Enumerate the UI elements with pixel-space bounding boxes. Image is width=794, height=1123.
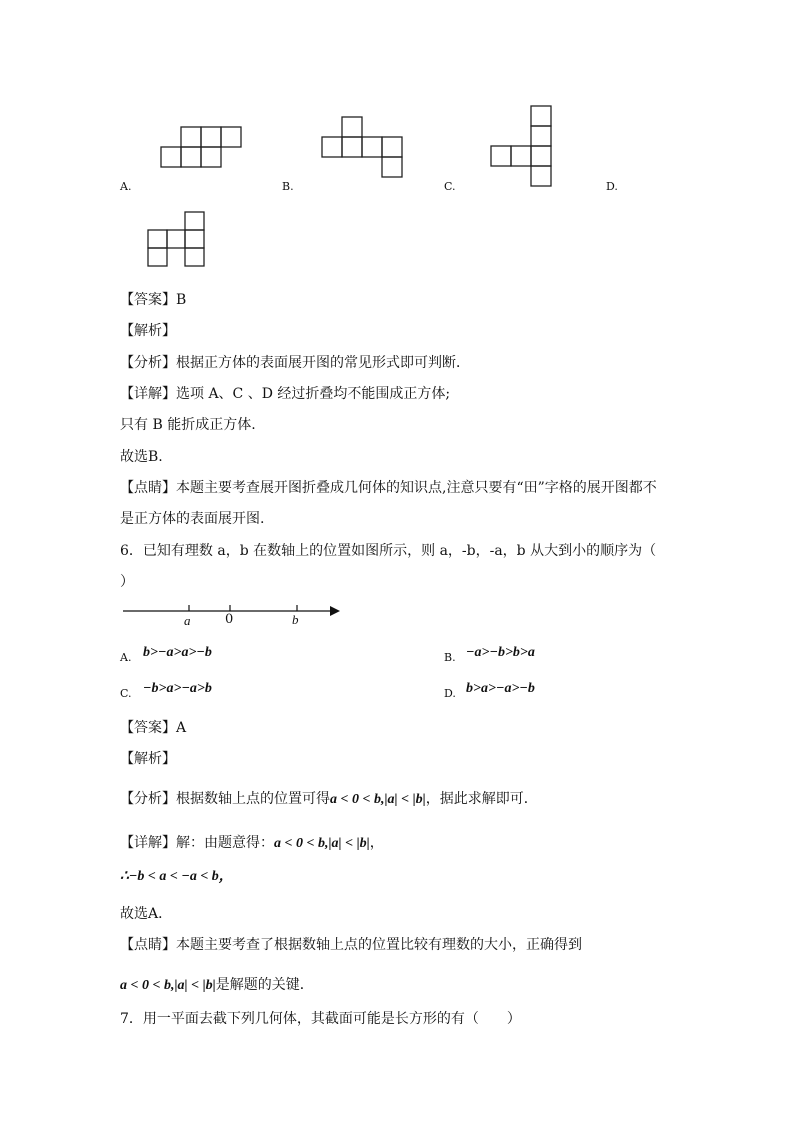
q6-fenxi: [120, 790, 538, 809]
q5-analysis-heading: 【解析】: [120, 323, 176, 339]
q6-option-a: b>−a>a>−b: [143, 645, 212, 660]
axis-label-zero: 0: [225, 612, 234, 627]
q6-stem-line-1: 6．已知有理数 a，b 在数轴上的位置如图所示，则 a，-b，-a，b 从大到小的顺序为（: [120, 543, 657, 559]
q6-xiangjie-prefix: 【详解】解：由题意得：: [120, 835, 274, 851]
q6-dianjing-suffix: 是解题的关键．: [215, 977, 314, 993]
q5-option-c-letter: C.: [444, 180, 456, 193]
q6-option-d-letter: D.: [444, 687, 456, 700]
q6-option-b-letter: B.: [444, 651, 456, 664]
q5-answer: 【答案】B: [120, 292, 187, 308]
q6-stem-line-2: ）: [120, 574, 134, 590]
q6-choose: 故选A．: [120, 906, 173, 922]
q7-stem: 7．用一平面去截下列几何体，其截面可能是长方形的有（ ）: [120, 1011, 521, 1027]
q6-dianjing-condition: a < 0 < b,|a| < |b|: [120, 978, 216, 993]
q6-option-c-letter: C.: [120, 687, 132, 700]
q6-dianjing-1: 【点睛】本题主要考查了根据数轴上点的位置比较有理数的大小，正确得到: [120, 937, 582, 953]
q5-option-a-letter: A.: [120, 180, 132, 193]
q5-option-b-letter: B.: [282, 180, 294, 193]
q6-fenxi-suffix: ，据此求解即可．: [425, 791, 538, 807]
q5-option-d-letter: D.: [606, 180, 618, 193]
q5-fenxi: 【分析】根据正方体的表面展开图的常见形式即可判断．: [120, 355, 470, 371]
q5-dianjing-1: 【点睛】本题主要考查展开图折叠成几何体的知识点,注意只要有“田”字格的展开图都不: [120, 480, 657, 496]
axis-label-a: a: [184, 613, 191, 628]
q6-analysis-heading: 【解析】: [120, 751, 176, 767]
q6-therefore: ∴−b < a < −a < b，: [120, 869, 233, 884]
q6-dianjing-2: [120, 976, 314, 995]
axis-label-b: b: [292, 612, 299, 627]
q6-fenxi-condition: a < 0 < b,|a| < |b|: [330, 792, 426, 807]
q6-answer: 【答案】A: [120, 720, 187, 736]
q5-only-b: 只有 B 能折成正方体.: [120, 417, 256, 433]
q6-fenxi-prefix: 【分析】根据数轴上点的位置可得: [120, 791, 330, 807]
q6-option-c: −b>a>−a>b: [143, 681, 212, 696]
q6-option-d: b>a>−a>−b: [466, 681, 535, 696]
q5-xiangjie: 【详解】选项 A、C 、D 经过折叠均不能围成正方体;: [120, 386, 451, 402]
q5-dianjing-2: 是正方体的表面展开图.: [120, 511, 265, 527]
q6-option-a-letter: A.: [120, 651, 132, 664]
q6-xiangjie-suffix: ，: [369, 835, 384, 851]
q5-choose: 故选B.: [120, 449, 163, 465]
q6-option-b: −a>−b>b>a: [466, 645, 535, 660]
q6-xiangjie-condition: a < 0 < b,|a| < |b|: [274, 836, 370, 851]
q6-xiangjie: [120, 834, 384, 853]
